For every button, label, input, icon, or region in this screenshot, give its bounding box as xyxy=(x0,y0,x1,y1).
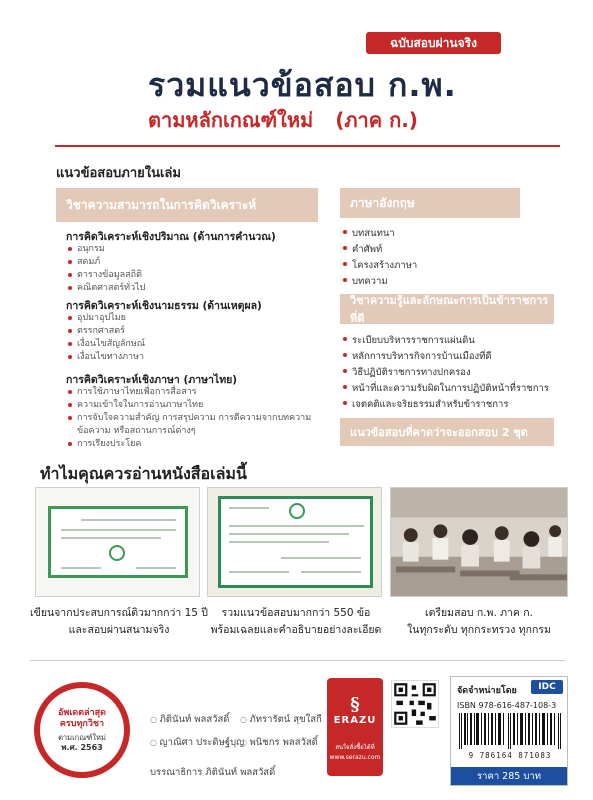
category-civil-service: วิชาความรู้และลักษณะการเป็นข้าราชการที่ดี xyxy=(340,294,554,324)
distributor-logo: IDC xyxy=(531,680,563,694)
contents-heading: แนวข้อสอบภายในเล่ม xyxy=(56,166,181,181)
list-item: ระเบียบบริหารราชการแผ่นดิน xyxy=(343,333,563,349)
seal-icon xyxy=(109,545,125,561)
caption-line: ในทุกระดับ ทุกกระทรวง ทุกกรม xyxy=(407,624,551,636)
publisher-name: ERAZU xyxy=(333,715,377,726)
certificate-card xyxy=(218,496,373,588)
subtitle-text: ตามหลักเกณฑ์ใหม่ xyxy=(148,108,314,132)
caption-line: และสอบผ่านสนามจริง xyxy=(68,624,170,636)
caption-line: เขียนจากประสบการณ์ติวมากกว่า 15 ปี xyxy=(30,607,208,619)
update-line: พ.ศ. 2563 xyxy=(61,742,103,752)
exam-hall-photo xyxy=(390,487,568,597)
caption-questions xyxy=(205,605,387,639)
barcode-icon xyxy=(457,713,563,749)
edition-badge: ฉบับสอบผ่านจริง xyxy=(366,32,501,54)
update-badge xyxy=(34,682,130,778)
caption-line: รวมแนวข้อสอบมากกว่า 550 ข้อ xyxy=(221,607,371,619)
category-exam-sets: แนวข้อสอบที่คาดว่าจะออกสอบ 2 ชุด xyxy=(340,418,554,446)
numerical-list xyxy=(68,243,318,295)
list-item: บทสนทนา xyxy=(343,226,543,242)
author-name: ○ ญาณิศา ประดิษฐ์บุญ xyxy=(150,735,244,750)
distribution-box xyxy=(450,676,568,786)
publisher-logo xyxy=(327,678,383,776)
caption-line: พร้อมเฉลยและคำอธิบายอย่างละเอียด xyxy=(210,624,382,636)
abstract-list xyxy=(68,312,318,364)
list-item: การใช้ภาษาไทยเพื่อการสื่อสาร xyxy=(68,386,333,399)
list-item: สดมภ์ xyxy=(68,256,318,269)
list-item: บทความ xyxy=(343,274,543,290)
author-name: ○ ภัทรารัตน์ สุขใสกี xyxy=(240,712,322,727)
publisher-s-icon: § xyxy=(350,694,360,715)
list-item: เจตคติและจริยธรรมสำหรับข้าราชการ xyxy=(343,397,563,413)
why-heading: ทำไมคุณควรอ่านหนังสือเล่มนี้ xyxy=(40,464,247,483)
list-item: เงื่อนไขทางภาษา xyxy=(68,351,318,364)
language-list xyxy=(68,386,333,451)
footer-divider xyxy=(30,660,565,661)
list-item: โครงสร้างภาษา xyxy=(343,258,543,274)
editor-name: บรรณาธิการ ภิตินันท์ พลสวัสดิ์ xyxy=(150,767,276,778)
list-item: ตรรกศาสตร์ xyxy=(68,325,318,338)
barcode-number: 9 786164 871083 xyxy=(468,751,552,760)
seal-icon xyxy=(289,503,305,519)
category-english: ภาษาอังกฤษ xyxy=(340,188,520,218)
list-item: วิธีปฏิบัติราชการทางปกครอง xyxy=(343,365,563,381)
subtitle-part: (ภาค ก.) xyxy=(335,108,418,132)
qr-code-icon xyxy=(391,680,439,728)
caption-levels xyxy=(385,605,573,639)
category-thinking: วิชาความสามารถในการคิดวิเคราะห์ xyxy=(56,188,318,222)
list-item: เงื่อนไขสัญลักษณ์ xyxy=(68,338,318,351)
update-line: ตามเกณฑ์ใหม่ xyxy=(58,732,106,742)
list-item: อุปมาอุปไมย xyxy=(68,312,318,325)
civil-service-list xyxy=(343,333,563,413)
list-item: คณิตศาสตร์ทั่วไป xyxy=(68,282,318,295)
update-line: อัพเดตล่าสุด xyxy=(57,707,106,718)
list-item: หลักการบริหารกิจการบ้านเมืองที่ดี xyxy=(343,349,563,365)
numerical-heading: การคิดวิเคราะห์เชิงปริมาณ (ด้านการคำนวณ) xyxy=(66,231,276,243)
title-divider xyxy=(55,145,560,147)
students-illustration xyxy=(391,488,567,596)
abstract-heading: การคิดวิเคราะห์เชิงนามธรรม (ด้านเหตุผล) xyxy=(66,300,262,312)
author-name: ○ พนิชกร พลสวัสดิ์ xyxy=(240,735,318,750)
list-item: คำศัพท์ xyxy=(343,242,543,258)
list-item: การจับใจความสำคัญ การสรุปความ การตีความจากบทความ ข้อความ หรือสถานการณ์ต่างๆ xyxy=(68,412,333,438)
certificate-photo xyxy=(207,487,382,597)
price-tag: ราคา 285 บาท xyxy=(451,767,567,785)
distribution-label: จัดจำหน่ายโดย xyxy=(457,686,517,696)
update-badge-inner xyxy=(40,688,124,772)
list-item: ตารางข้อมูลสถิติ xyxy=(68,269,318,282)
list-item: ความเข้าใจในการอ่านภาษาไทย xyxy=(68,399,333,412)
update-line: ครบทุกวิชา xyxy=(59,718,105,729)
certificate-card xyxy=(48,506,188,578)
caption-experience xyxy=(30,605,208,639)
book-title: รวมแนวข้อสอบ ก.พ. xyxy=(148,66,457,104)
english-list xyxy=(343,226,543,290)
isbn-text: ISBN 978-616-487-108-3 xyxy=(457,701,557,710)
list-item: การเรียงประโยค xyxy=(68,438,333,451)
author-name: ○ ภิตินันท์ พลสวัสดิ์ xyxy=(150,712,229,727)
certificate-photo xyxy=(35,487,200,597)
publisher-tagline: สนใจสั่งซื้อได้ที่ xyxy=(335,744,375,751)
list-item: อนุกรม xyxy=(68,243,318,256)
book-subtitle xyxy=(148,104,508,136)
list-item: หน้าที่และความรับผิดในการปฏิบัติหน้าที่ราชการ xyxy=(343,381,563,397)
language-heading: การคิดวิเคราะห์เชิงภาษา (ภาษาไทย) xyxy=(66,374,238,386)
caption-line: เตรียมสอบ ก.พ. ภาค ก. xyxy=(424,607,533,619)
publisher-url: www.serazu.com xyxy=(329,754,381,761)
